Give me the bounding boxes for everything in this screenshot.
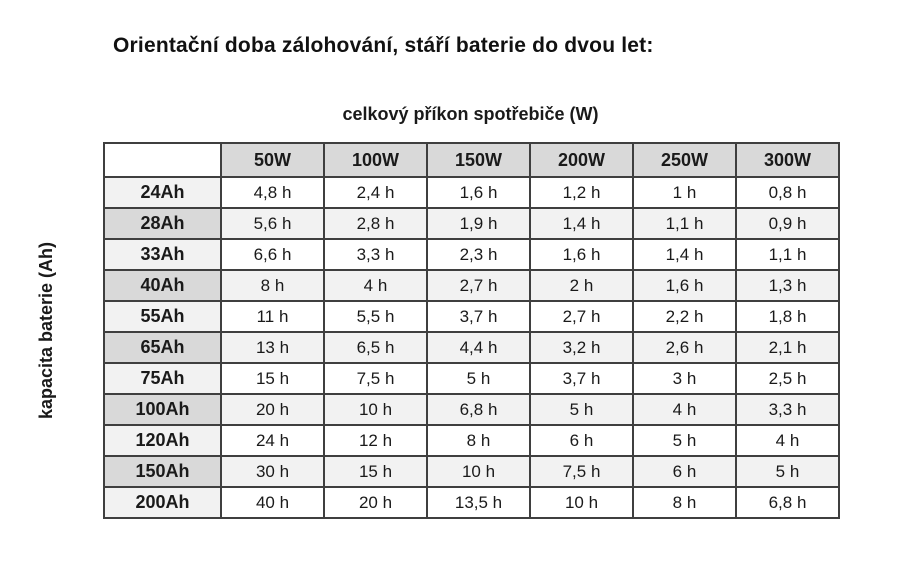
header-row	[104, 143, 839, 177]
column-header-150w: 150W	[427, 143, 530, 177]
table-row-150ah	[104, 456, 839, 487]
table-row-65ah	[104, 332, 839, 363]
row-header-120ah: 120Ah	[104, 425, 221, 456]
table-cell-40ah-150w: 2,7 h	[427, 270, 530, 301]
table-cell-55ah-100w: 5,5 h	[324, 301, 427, 332]
table-cell-120ah-150w: 8 h	[427, 425, 530, 456]
table-cell-33ah-50w: 6,6 h	[221, 239, 324, 270]
table-cell-24ah-250w: 1 h	[633, 177, 736, 208]
capacity-axis-label-wrap	[24, 143, 70, 518]
table-cell-200ah-300w: 6,8 h	[736, 487, 839, 518]
row-header-24ah: 24Ah	[104, 177, 221, 208]
table-cell-55ah-300w: 1,8 h	[736, 301, 839, 332]
table-cell-200ah-50w: 40 h	[221, 487, 324, 518]
table-cell-33ah-200w: 1,6 h	[530, 239, 633, 270]
table-row-100ah	[104, 394, 839, 425]
table-cell-65ah-150w: 4,4 h	[427, 332, 530, 363]
table-header	[104, 143, 839, 177]
power-axis-label: celkový příkon spotřebiče (W)	[342, 104, 599, 124]
table-cell-200ah-150w: 13,5 h	[427, 487, 530, 518]
row-header-40ah: 40Ah	[104, 270, 221, 301]
table-cell-100ah-50w: 20 h	[221, 394, 324, 425]
table-cell-55ah-50w: 11 h	[221, 301, 324, 332]
backup-time-table	[103, 142, 840, 519]
table-cell-75ah-100w: 7,5 h	[324, 363, 427, 394]
table-cell-200ah-100w: 20 h	[324, 487, 427, 518]
row-header-28ah: 28Ah	[104, 208, 221, 239]
table-row-40ah	[104, 270, 839, 301]
table-body	[104, 177, 839, 518]
table-cell-65ah-100w: 6,5 h	[324, 332, 427, 363]
table-cell-150ah-150w: 10 h	[427, 456, 530, 487]
column-header-200w: 200W	[530, 143, 633, 177]
row-header-150ah: 150Ah	[104, 456, 221, 487]
table-cell-100ah-150w: 6,8 h	[427, 394, 530, 425]
table-cell-75ah-150w: 5 h	[427, 363, 530, 394]
table-cell-65ah-300w: 2,1 h	[736, 332, 839, 363]
table-cell-28ah-150w: 1,9 h	[427, 208, 530, 239]
table-cell-100ah-300w: 3,3 h	[736, 394, 839, 425]
corner-cell	[104, 143, 221, 177]
table-cell-24ah-150w: 1,6 h	[427, 177, 530, 208]
table-row-55ah	[104, 301, 839, 332]
table-cell-28ah-50w: 5,6 h	[221, 208, 324, 239]
table-row-200ah	[104, 487, 839, 518]
table-cell-120ah-300w: 4 h	[736, 425, 839, 456]
table-cell-100ah-100w: 10 h	[324, 394, 427, 425]
table-cell-33ah-300w: 1,1 h	[736, 239, 839, 270]
table-cell-55ah-150w: 3,7 h	[427, 301, 530, 332]
row-header-33ah: 33Ah	[104, 239, 221, 270]
table-cell-33ah-250w: 1,4 h	[633, 239, 736, 270]
table-cell-65ah-50w: 13 h	[221, 332, 324, 363]
table-cell-28ah-100w: 2,8 h	[324, 208, 427, 239]
table-cell-55ah-250w: 2,2 h	[633, 301, 736, 332]
table-cell-150ah-100w: 15 h	[324, 456, 427, 487]
table-cell-75ah-250w: 3 h	[633, 363, 736, 394]
table-row-33ah	[104, 239, 839, 270]
table-cell-120ah-250w: 5 h	[633, 425, 736, 456]
table-cell-150ah-50w: 30 h	[221, 456, 324, 487]
table-cell-150ah-300w: 5 h	[736, 456, 839, 487]
table-cell-40ah-250w: 1,6 h	[633, 270, 736, 301]
table-cell-100ah-250w: 4 h	[633, 394, 736, 425]
table-cell-200ah-250w: 8 h	[633, 487, 736, 518]
table-row-120ah	[104, 425, 839, 456]
column-header-250w: 250W	[633, 143, 736, 177]
table-cell-75ah-50w: 15 h	[221, 363, 324, 394]
table-cell-120ah-200w: 6 h	[530, 425, 633, 456]
page-title: Orientační doba zálohování, stáří baterie do dvou let:	[113, 34, 654, 57]
table-cell-65ah-250w: 2,6 h	[633, 332, 736, 363]
column-header-300w: 300W	[736, 143, 839, 177]
table-cell-65ah-200w: 3,2 h	[530, 332, 633, 363]
table-cell-40ah-300w: 1,3 h	[736, 270, 839, 301]
row-header-65ah: 65Ah	[104, 332, 221, 363]
row-header-100ah: 100Ah	[104, 394, 221, 425]
table-cell-24ah-300w: 0,8 h	[736, 177, 839, 208]
capacity-axis-label: kapacita baterie (Ah)	[36, 241, 57, 420]
row-header-200ah: 200Ah	[104, 487, 221, 518]
table-cell-40ah-50w: 8 h	[221, 270, 324, 301]
table-cell-150ah-200w: 7,5 h	[530, 456, 633, 487]
table-cell-100ah-200w: 5 h	[530, 394, 633, 425]
table-cell-40ah-100w: 4 h	[324, 270, 427, 301]
table-cell-24ah-200w: 1,2 h	[530, 177, 633, 208]
table-cell-28ah-200w: 1,4 h	[530, 208, 633, 239]
table-cell-28ah-250w: 1,1 h	[633, 208, 736, 239]
table-cell-150ah-250w: 6 h	[633, 456, 736, 487]
table-cell-120ah-50w: 24 h	[221, 425, 324, 456]
table-cell-24ah-50w: 4,8 h	[221, 177, 324, 208]
table-cell-33ah-100w: 3,3 h	[324, 239, 427, 270]
table-cell-120ah-100w: 12 h	[324, 425, 427, 456]
table-cell-200ah-200w: 10 h	[530, 487, 633, 518]
table-cell-75ah-200w: 3,7 h	[530, 363, 633, 394]
table-row-28ah	[104, 208, 839, 239]
table-row-24ah	[104, 177, 839, 208]
table-cell-75ah-300w: 2,5 h	[736, 363, 839, 394]
table-cell-55ah-200w: 2,7 h	[530, 301, 633, 332]
column-header-100w: 100W	[324, 143, 427, 177]
table-cell-24ah-100w: 2,4 h	[324, 177, 427, 208]
table-cell-33ah-150w: 2,3 h	[427, 239, 530, 270]
table-cell-40ah-200w: 2 h	[530, 270, 633, 301]
row-header-55ah: 55Ah	[104, 301, 221, 332]
row-header-75ah: 75Ah	[104, 363, 221, 394]
column-header-50w: 50W	[221, 143, 324, 177]
table-row-75ah	[104, 363, 839, 394]
table-cell-28ah-300w: 0,9 h	[736, 208, 839, 239]
